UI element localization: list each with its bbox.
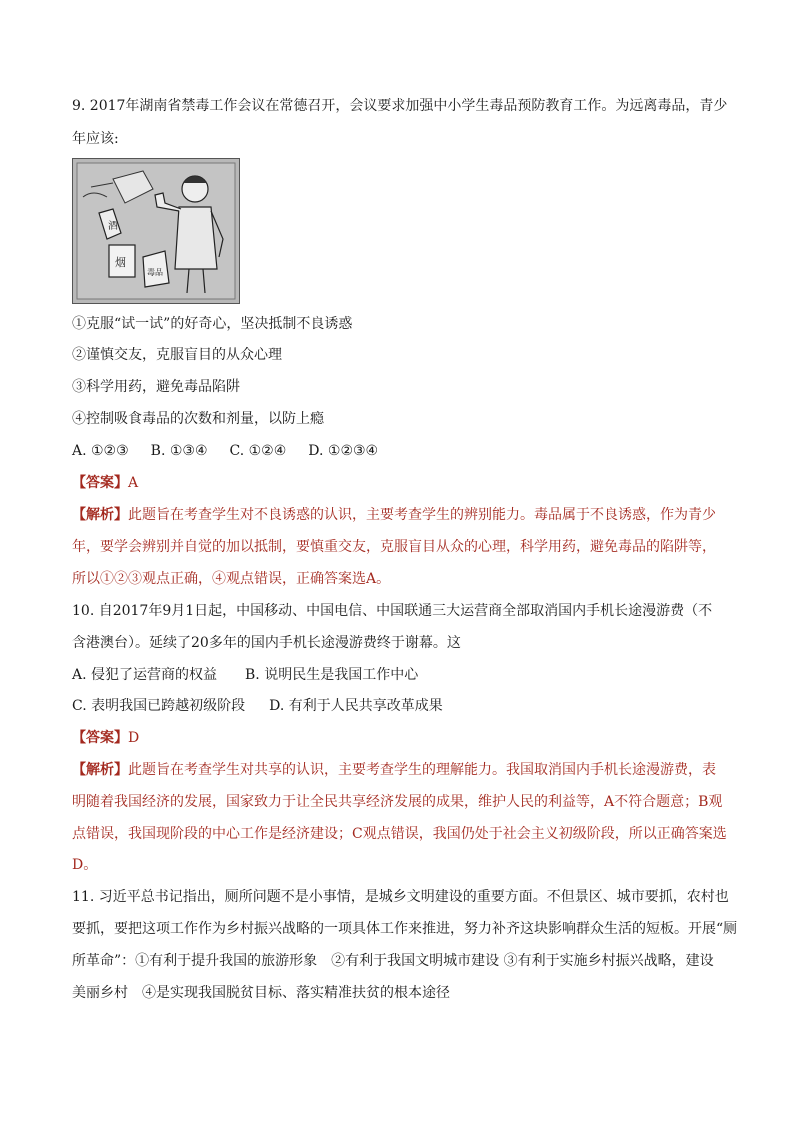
q11-line1: 11. 习近平总书记指出，厕所问题不是小事情，是城乡文明建设的重要方面。不但景区、城市要抓，农村也 — [72, 889, 729, 905]
q10-choice-d: D. 有利于人民共享改革成果 — [269, 698, 443, 714]
q9-analysis-line1: 【解析】此题旨在考查学生对不良诱惑的认识，主要考查学生的辨别能力。毒品属于不良诱惑，作为青少 — [72, 507, 716, 523]
q9-choices — [72, 441, 378, 461]
q10-choice-b: B. 说明民生是我国工作中心 — [245, 667, 419, 683]
q9-choice-b: B. ①③④ — [150, 443, 208, 459]
q10-choice-c: C. 表明我国已跨越初级阶段 — [72, 698, 246, 714]
label-jiu: 酒 — [108, 221, 118, 232]
q10-analysis-line4: D。 — [72, 857, 98, 873]
q10-stem-line2: 含港澳台）。延续了20多年的国内手机长途漫游费终于谢幕。这 — [72, 635, 461, 651]
q9-stem-line2: 年应该: — [72, 131, 119, 147]
q9-answer — [72, 473, 138, 493]
q9-choice-c: C. ①②④ — [229, 443, 287, 459]
q10-answer-value: D — [128, 730, 140, 746]
q9-choice-d: D. ①②③④ — [308, 443, 379, 459]
q9-item-3: ③科学用药，避免毒品陷阱 — [72, 379, 240, 395]
q10-stem-line1: 10. 自2017年9月1日起，中国移动、中国电信、中国联通三大运营商全部取消国内手机长途漫游费（不 — [72, 603, 713, 619]
q10-choices-row2 — [72, 696, 443, 716]
label-dupin: 毒品 — [147, 268, 163, 277]
q10-analysis-line2: 明随着我国经济的发展，国家致力于让全民共享经济发展的成果，维护人民的利益等，A不符合题意；B观 — [72, 794, 723, 810]
drug-bag-icon — [143, 251, 169, 287]
q11-line3: 所革命”：①有利于提升我国的旅游形象 ②有利于我国文明城市建设 ③有利于实施乡村振兴战略，建设 — [72, 953, 714, 969]
q9-analysis-tag: 【解析】 — [72, 507, 128, 523]
q10-answer-tag: 【答案】 — [72, 730, 128, 746]
q10-analysis-line3: 点错误，我国现阶段的中心工作是经济建设；C观点错误，我国仍处于社会主义初级阶段，所以正确答案选 — [72, 826, 727, 842]
q9-stem-line1: 9. 2017年湖南省禁毒工作会议在常德召开，会议要求加强中小学生毒品预防教育工作。为远离毒品，青少 — [72, 98, 728, 114]
label-yan: 烟 — [115, 256, 126, 269]
q11-line4: 美丽乡村 ④是实现我国脱贫目标、落实精准扶贫的根本途径 — [72, 985, 450, 1001]
q10-answer — [72, 728, 139, 748]
q10-choice-a: A. 侵犯了运营商的权益 — [72, 667, 218, 683]
q9-item-1: ①克服“试一试”的好奇心，坚决抵制不良诱惑 — [72, 316, 353, 332]
q9-item-2: ②谨慎交友，克服盲目的从众心理 — [72, 347, 282, 363]
q9-illustration — [72, 158, 240, 304]
q10-analysis-tag: 【解析】 — [72, 762, 128, 778]
q9-analysis-line3: 所以①②③观点正确，④观点错误，正确答案选A。 — [72, 571, 391, 587]
cigarette-box-icon — [109, 245, 135, 277]
q9-item-4: ④控制吸食毒品的次数和剂量，以防上瘾 — [72, 411, 324, 427]
q9-analysis-line2: 年，要学会辨别并自觉的加以抵制，要慎重交友，克服盲目从众的心理，科学用药，避免毒品的陷阱等， — [72, 539, 716, 555]
q9-answer-tag: 【答案】 — [72, 475, 128, 491]
q11-line2: 要抓，要把这项工作作为乡村振兴战略的一项具体工作来推进，努力补齐这块影响群众生活的短板。开展“厕 — [72, 921, 738, 937]
anti-drug-cartoon — [73, 159, 239, 303]
q10-choices-row1 — [72, 665, 418, 685]
q9-answer-value: A — [128, 475, 139, 491]
q10-analysis-line1: 【解析】此题旨在考查学生对共享的认识，主要考查学生的理解能力。我国取消国内手机长途漫游费，表 — [72, 762, 716, 778]
q9-choice-a: A. ①②③ — [72, 443, 129, 459]
